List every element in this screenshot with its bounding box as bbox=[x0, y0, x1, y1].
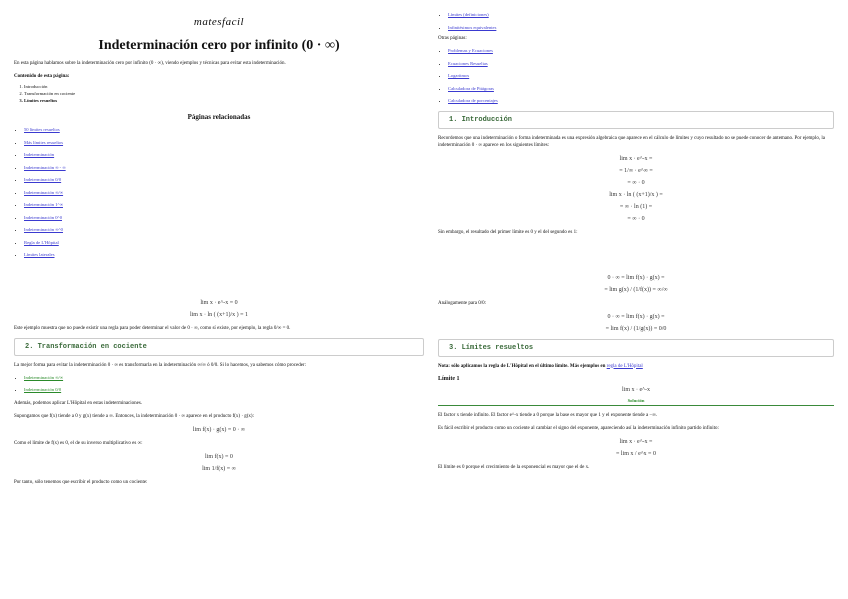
site-logo[interactable]: matesfacil bbox=[193, 16, 245, 28]
paragraph: Por tanto, sólo tenemos que escribir el producto como un cociente: bbox=[14, 479, 148, 485]
paragraph: Análogamente para 0/0: bbox=[438, 300, 487, 306]
other-pages-title: Otras páginas: bbox=[438, 36, 467, 41]
other-link[interactable]: Ecuaciones Resueltas bbox=[448, 60, 488, 66]
formula: = lim f(x) / (1/g(x)) = 0/0 bbox=[605, 325, 667, 332]
related-link[interactable]: Indeterminación ∞^0 bbox=[24, 227, 63, 232]
formula: lim x · e^-x = bbox=[619, 438, 653, 445]
paragraph: Supongamos que f(x) tiende a 0 y g(x) tiende a ∞. Entonces, la indeterminación 0 · ∞ aparece en el producto f(x) · g(x): bbox=[14, 413, 254, 419]
paragraph: Como el límite de f(x) es 0, el de su inverso multiplicativo es ∞: bbox=[14, 440, 143, 446]
note-text: Nota: sólo aplicamos la regla de L'Hôpital en el último límite. Más ejemplos en bbox=[438, 363, 606, 369]
right-page bbox=[438, 0, 834, 599]
formula: = ∞ · ln (1) = bbox=[619, 203, 653, 210]
paragraph: Sin embargo, el resultado del primer límite es 0 y el del segundo es 1: bbox=[438, 229, 578, 235]
related-link[interactable]: Límites laterales bbox=[24, 252, 55, 257]
left-page bbox=[14, 0, 424, 599]
formula: lim x · ln ( (x+1)/x ) = bbox=[609, 191, 663, 198]
note-paragraph bbox=[438, 363, 834, 370]
related-link[interactable]: Indeterminación ∞ - ∞ bbox=[24, 164, 66, 170]
toc-item[interactable]: 2. Transformación en cociente bbox=[24, 90, 424, 97]
other-links bbox=[448, 48, 834, 104]
section-heading: 1. Introducción bbox=[438, 111, 834, 129]
related-link[interactable]: Indeterminación ∞/∞ bbox=[24, 189, 64, 195]
top-link[interactable]: Límites (definiciones) bbox=[448, 12, 489, 17]
related-link[interactable]: Indeterminación bbox=[24, 152, 55, 157]
top-links bbox=[448, 12, 834, 31]
formula: = lim g(x) / (1/f(x)) = ∞/∞ bbox=[604, 286, 668, 293]
formula: lim f(x) = 0 bbox=[205, 453, 233, 460]
formula: lim x · e^-x = 0 bbox=[200, 299, 238, 306]
related-link[interactable]: Indeterminación 0/0 bbox=[24, 177, 62, 182]
section-paragraph: La mejor forma para evitar la indeterminación 0 · ∞ es transformarla en la indeterminación ∞/∞ ó 0/0. Si lo hacemos, ya sabemos cómo proceder: bbox=[14, 362, 306, 368]
toc-item[interactable]: 3. Límites resueltos bbox=[24, 97, 424, 104]
section-heading: 2. Transformación en cociente bbox=[14, 338, 424, 356]
solution-header[interactable]: Solución bbox=[438, 398, 834, 406]
toc-title: Contenido de esta página: bbox=[14, 74, 70, 79]
section-link[interactable]: Indeterminación ∞/∞ bbox=[24, 374, 64, 380]
example-paragraph: Este ejemplo muestra que no puede existir una regla para poder determinar el valor de 0 · ∞, como sí existe, por ejemplo, la regla 0/∞ = 0. bbox=[14, 325, 291, 331]
top-link[interactable]: Infinitésimos equivalentes bbox=[448, 24, 497, 30]
toc-list bbox=[24, 83, 424, 104]
formula: lim x · e^-x = bbox=[619, 155, 653, 162]
formula: 0 · ∞ = lim f(x) · g(x) = bbox=[607, 313, 665, 320]
limit-title: Límite 1 bbox=[438, 375, 460, 382]
related-link[interactable]: Indeterminación 1^∞ bbox=[24, 202, 63, 207]
formula: = 1/∞ · e^∞ = bbox=[619, 167, 653, 174]
formula: lim f(x) · g(x) = 0 · ∞ bbox=[192, 426, 246, 433]
related-link[interactable]: Más límites resueltos bbox=[24, 139, 64, 145]
paragraph: Además, podemos aplicar L'Hôpital en estas indeterminaciones. bbox=[14, 400, 143, 406]
related-link[interactable]: 50 límites resueltos bbox=[24, 127, 60, 132]
formula: lim x · e^-x bbox=[622, 386, 650, 393]
note-link[interactable]: regla de L'Hôpital bbox=[606, 363, 643, 369]
page-title: Indeterminación cero por infinito (0 · ∞) bbox=[98, 38, 340, 53]
section-link[interactable]: Indeterminación 0/0 bbox=[24, 387, 62, 392]
related-link[interactable]: Regla de L'Hôpital bbox=[24, 239, 59, 245]
intro-paragraph: En esta página hablamos sobre la indeterminación cero por infinito (0 · ∞), viendo ejemplos y técnicas para evitar esta indeterminación. bbox=[14, 61, 286, 66]
other-link[interactable]: Calculadora de porcentajes bbox=[448, 98, 498, 103]
section-links bbox=[24, 375, 424, 394]
related-title: Páginas relacionadas bbox=[187, 113, 251, 121]
toc-item[interactable]: 1. Introducción bbox=[24, 83, 424, 90]
formula: lim 1/f(x) = ∞ bbox=[202, 465, 236, 472]
other-link[interactable]: Logaritmos bbox=[448, 73, 470, 78]
other-link[interactable]: Problemas y Ecuaciones bbox=[448, 48, 493, 53]
paragraph: El factor x tiende infinito. El factor e^-x tiende a 0 porque la base es mayor que 1 y el exponente tiende a −∞. bbox=[438, 412, 658, 418]
paragraph: Es fácil escribir el producto como un cociente al cambiar el signo del exponente, apareciendo así la indeterminación infinito partido infinito: bbox=[438, 425, 719, 431]
formula: lim x · ln ( (x+1)/x ) = 1 bbox=[189, 311, 249, 318]
related-links bbox=[24, 127, 424, 258]
other-link[interactable]: Calculadora de Pitágoras bbox=[448, 85, 494, 91]
formula: 0 · ∞ = lim f(x) · g(x) = bbox=[607, 274, 665, 281]
formula: = ∞ · 0 bbox=[627, 215, 645, 222]
paragraph: El límite es 0 porque el crecimiento de la exponencial es mayor que el de x. bbox=[438, 464, 590, 470]
formula: = lim x / e^x = 0 bbox=[616, 450, 656, 457]
formula: = ∞ · 0 bbox=[627, 179, 645, 186]
section-heading: 3. Límites resueltos bbox=[438, 339, 834, 357]
related-link[interactable]: Indeterminación 0^0 bbox=[24, 214, 62, 220]
intro-paragraph: Recordemos que una indeterminación o forma indeterminada es una expresión algebraica que aparece en el cálculo de límites y cuyo resultado no se puede conocer de antemano. Por ejemplo, la indeterminación 0 · ∞ aparece en los siguientes límites: bbox=[438, 135, 825, 148]
